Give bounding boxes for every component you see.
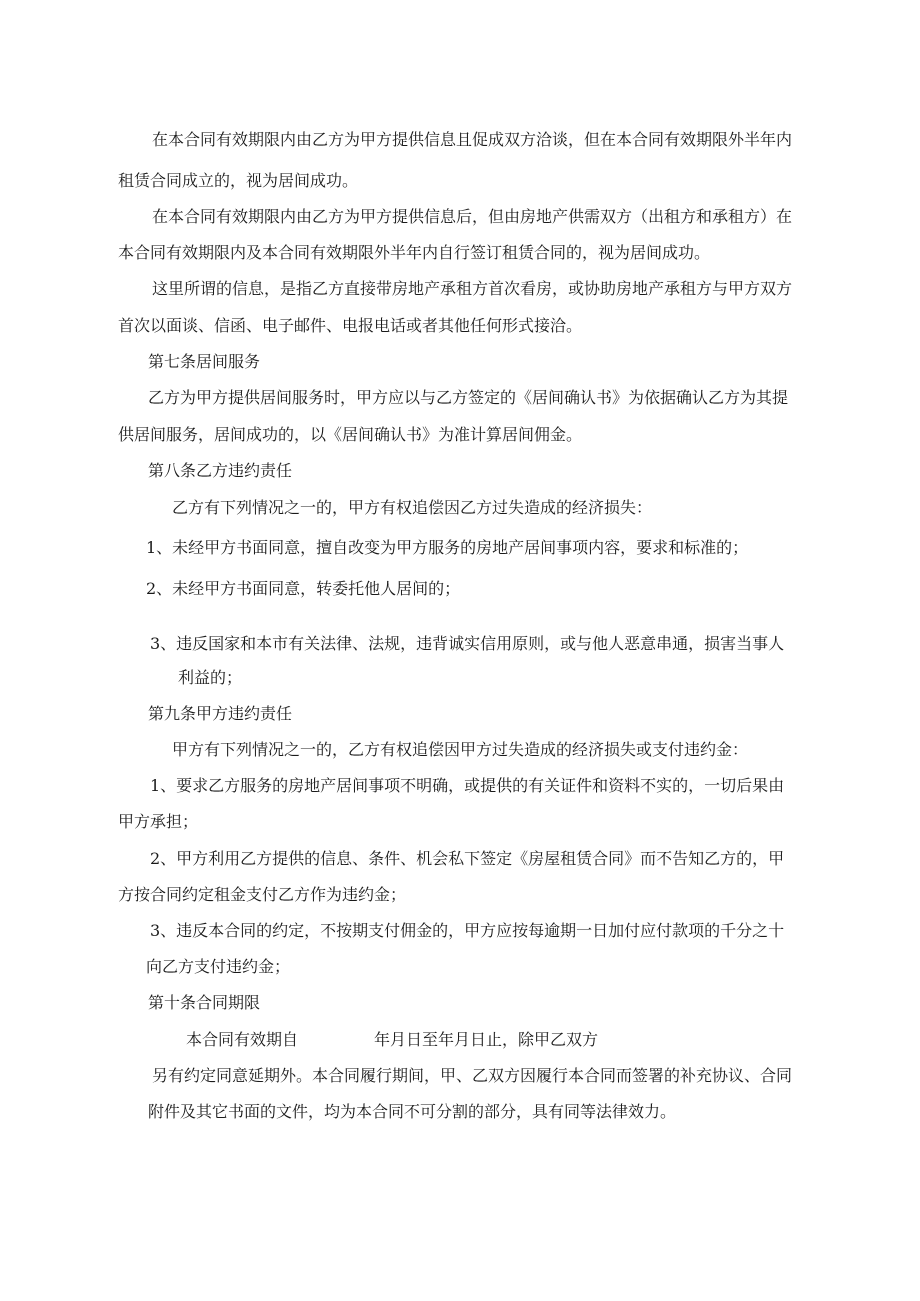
paragraph-3-line-2: 首次以面谈、信函、电子邮件、电报电话或者其他任何形式接洽。 (118, 316, 583, 335)
article-8-item-2: 2、未经甲方书面同意，转委托他人居间的； (146, 579, 461, 598)
article-10-line-2: 另有约定同意延期外。本合同履行期间，甲、乙双方因履行本合同而签署的补充协议、合同 (152, 1066, 793, 1085)
paragraph-2-line-1: 在本合同有效期限内由乙方为甲方提供信息后，但由房地产供需双方（出租方和承租方）在 (152, 207, 793, 226)
paragraph-3-line-1: 这里所谓的信息，是指乙方直接带房地产承租方首次看房，或协助房地产承租方与甲方双方 (152, 279, 793, 298)
article-10-line-3: 附件及其它书面的文件，均为本合同不可分割的部分，具有同等法律效力。 (148, 1102, 677, 1121)
paragraph-1-line-1: 在本合同有效期限内由乙方为甲方提供信息且促成双方洽谈，但在本合同有效期限外半年内 (152, 130, 793, 149)
article-9-intro: 甲方有下列情况之一的，乙方有权追偿因甲方过失造成的经济损失或支付违约金： (172, 740, 749, 759)
paragraph-1-line-2: 租赁合同成立的，视为居间成功。 (118, 171, 359, 190)
article-8-heading: 第八条乙方违约责任 (148, 461, 293, 480)
article-7-line-1: 乙方为甲方提供居间服务时，甲方应以与乙方签定的《居间确认书》为依据确认乙方为其提 (148, 388, 789, 407)
article-9-item-2-line-1: 2、甲方利用乙方提供的信息、条件、机会私下签定《房屋租赁合同》而不告知乙方的，甲 (150, 849, 785, 868)
article-9-item-1-line-1: 1、要求乙方服务的房地产居间事项不明确，或提供的有关证件和资料不实的，一切后果由 (150, 776, 785, 795)
article-9-item-3-line-1: 3、违反本合同的约定，不按期支付佣金的，甲方应按每逾期一日加付应付款项的千分之十 (150, 921, 785, 940)
article-10-heading: 第十条合同期限 (148, 993, 261, 1012)
article-9-item-1-line-2: 甲方承担； (118, 812, 199, 831)
paragraph-2-line-2: 本合同有效期限内及本合同有效期限外半年内自行签订租赁合同的，视为居间成功。 (118, 243, 711, 262)
article-8-intro: 乙方有下列情况之一的，甲方有权追偿因乙方过失造成的经济损失： (172, 498, 653, 517)
article-10-term-start: 本合同有效期自 (186, 1030, 299, 1049)
article-7-heading: 第七条居间服务 (148, 352, 261, 371)
article-8-item-3-line-1: 3、违反国家和本市有关法律、法规，违背诚实信用原则，或与他人恶意串通，损害当事人 (150, 634, 785, 653)
article-9-item-3-line-2: 向乙方支付违约金； (146, 957, 291, 976)
article-9-heading: 第九条甲方违约责任 (148, 704, 293, 723)
article-10-term-end: 年月日至年月日止，除甲乙双方 (374, 1030, 599, 1049)
article-8-item-3-line-2: 利益的； (178, 668, 243, 687)
article-7-line-2: 供居间服务，居间成功的，以《居间确认书》为准计算居间佣金。 (118, 425, 583, 444)
article-9-item-2-line-2: 方按合同约定租金支付乙方作为违约金； (118, 885, 407, 904)
article-8-item-1: 1、未经甲方书面同意，擅自改变为甲方服务的房地产居间事项内容，要求和标准的； (146, 538, 749, 557)
